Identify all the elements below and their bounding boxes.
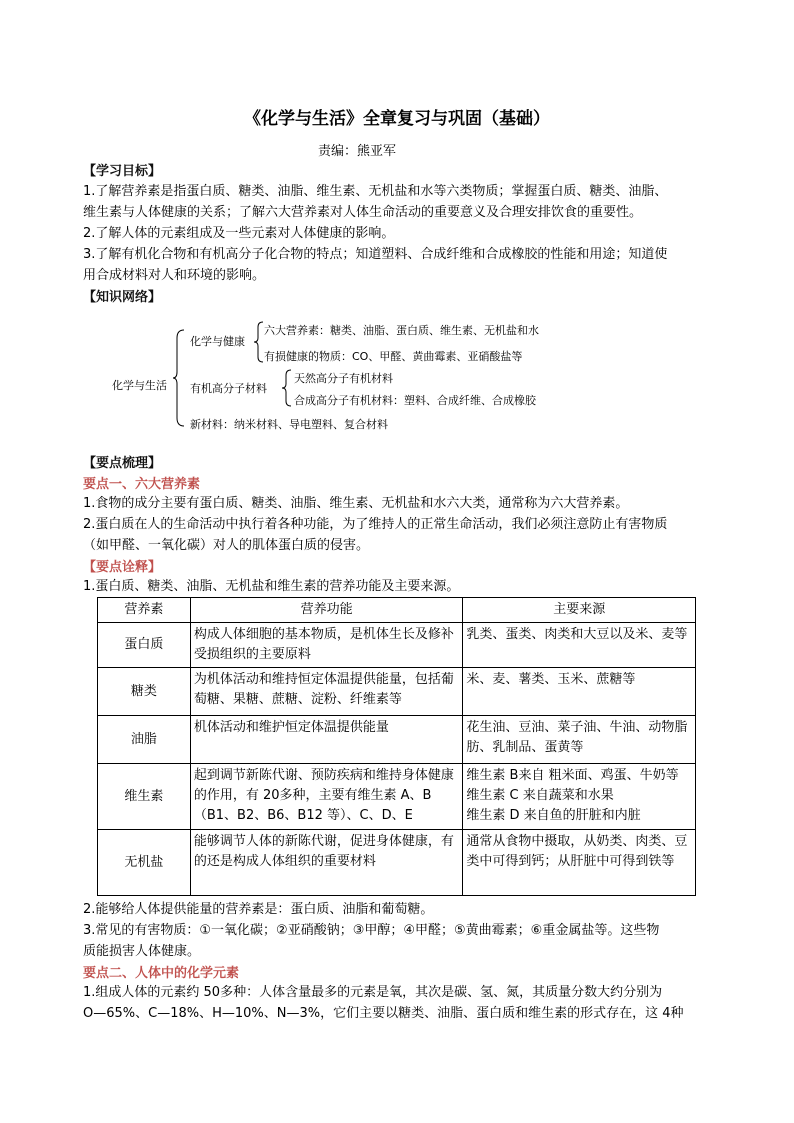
paragraph-line: O—65%、C—18%、H—10%、N—3%，它们主要以糖类、油脂、蛋白质和维生素的形式存在，这 4种 (83, 1006, 684, 1021)
goals-text (83, 181, 715, 286)
section-network: 【知识网络】 (83, 290, 162, 305)
nutrient-function: 为机体活动和维持恒定体温提供能量，包括葡萄糖、果糖、蔗糖、淀粉、纤维素等 (190, 668, 463, 716)
nutrient-source: 花生油、豆油、菜子油、牛油、动物脂肪、乳制品、蛋黄等 (463, 716, 696, 764)
nutrient-name: 糖类 (98, 668, 191, 716)
paragraph-line: 2.能够给人体提供能量的营养素是：蛋白质、油脂和葡萄糖。 (83, 902, 434, 917)
tree-root: 化学与生活 (112, 379, 167, 392)
page-title: 《化学与生活》全章复习与巩固（基础） (244, 109, 550, 129)
nutrient-source-list (463, 764, 696, 830)
heading-point1: 要点一、六大营养素 (83, 477, 201, 492)
nutrient-function: 能够调节人体的新陈代谢，促进身体健康，有的还是构成人体组织的重要材料 (190, 830, 463, 896)
goal-line: 2.了解人体的元素组成及一些元素对人体健康的影响。 (83, 226, 395, 241)
paragraph-line: 1.组成人体的元素约 50多种：人体含量最多的元素是氧，其次是碳、氢、氮，其质量分数大约分别为 (83, 985, 663, 1000)
tree-health-2: 有损健康的物质：CO、甲醛、黄曲霉素、亚硝酸盐等 (264, 350, 523, 363)
table-row (98, 668, 696, 716)
nutrient-name: 蛋白质 (98, 623, 191, 668)
tree-newmat: 新材料：纳米材料、导电塑料、复合材料 (190, 418, 388, 431)
editor-line: 责编：熊亚军 (318, 144, 397, 159)
point2-text (83, 982, 715, 1024)
nutrient-table (97, 597, 696, 896)
paragraph-line: 2.蛋白质在人的生命活动中执行着各种功能，为了维持人的正常生命活动，我们必须注意防止有害物质 (83, 517, 668, 532)
table-row (98, 623, 696, 668)
after-table-text (83, 899, 715, 962)
section-explain: 【要点诠释】 (83, 560, 162, 575)
table-header: 营养功能 (190, 598, 463, 623)
tree-health: 化学与健康 (190, 335, 245, 348)
paragraph-line: 1.食物的成分主要有蛋白质、糖类、油脂、维生素、无机盐和水六大类，通常称为六大营养素。 (83, 496, 629, 511)
nutrient-source: 乳类、蛋类、肉类和大豆以及米、麦等 (463, 623, 696, 668)
tree-polymer-1: 天然高分子有机材料 (294, 372, 393, 385)
source-line: 维生素 D 来自鱼的肝脏和内脏 (466, 808, 641, 823)
paragraph-line: （如甲醛、一氧化碳）对人的肌体蛋白质的侵害。 (83, 538, 370, 553)
section-points: 【要点梳理】 (83, 456, 162, 471)
tree-polymer: 有机高分子材料 (190, 382, 267, 395)
nutrient-name: 维生素 (98, 764, 191, 830)
paragraph-line: 质能损害人体健康。 (83, 944, 201, 959)
goal-line: 维生素与人体健康的关系；了解六大营养素对人体生命活动的重要意义及合理安排饮食的重要性。 (83, 205, 643, 220)
heading-point2: 要点二、人体中的化学元素 (83, 966, 240, 981)
table-row (98, 830, 696, 896)
goal-line: 3.了解有机化合物和有机高分子化合物的特点；知道塑料、合成纤维和合成橡胶的性能和用途；知道使 (83, 247, 668, 262)
brace-root (172, 328, 188, 428)
source-line: 维生素 B来自 粗米面、鸡蛋、牛奶等 (466, 768, 679, 783)
paragraph-line: 3.常见的有害物质：①一氧化碳；②亚硝酸钠；③甲醇；④甲醛；⑤黄曲霉素；⑥重金属盐等。这些物 (83, 923, 660, 938)
nutrient-source: 通常从食物中摄取，从奶类、肉类、豆类中可得到钙；从肝脏中可得到铁等 (463, 830, 696, 896)
goal-line: 1.了解营养素是指蛋白质、糖类、油脂、维生素、无机盐和水等六类物质；掌握蛋白质、糖类、油脂、 (83, 184, 668, 199)
section-goals: 【学习目标】 (83, 164, 162, 179)
brace-polymer (281, 368, 293, 408)
table-row (98, 764, 696, 830)
point1-text (83, 493, 715, 556)
nutrient-source: 米、麦、薯类、玉米、蔗糖等 (463, 668, 696, 716)
nutrient-function: 起到调节新陈代谢、预防疾病和维持身体健康的作用，有 20多种，主要有维生素 A、B（B1、B2、B6、B12 等）、C、D、E (190, 764, 463, 830)
tree-health-1: 六大营养素：糖类、油脂、蛋白质、维生素、无机盐和水 (264, 324, 539, 337)
source-line: 维生素 C 来自蔬菜和水果 (466, 788, 614, 803)
nutrient-name: 油脂 (98, 716, 191, 764)
nutrient-function: 构成人体细胞的基本物质，是机体生长及修补受损组织的主要原料 (190, 623, 463, 668)
table-row (98, 716, 696, 764)
tree-polymer-2: 合成高分子有机材料：塑料、合成纤维、合成橡胶 (294, 394, 536, 407)
table-header: 主要来源 (463, 598, 696, 623)
nutrient-function: 机体活动和维护恒定体温提供能量 (190, 716, 463, 764)
nutrient-name: 无机盐 (98, 830, 191, 896)
goal-line: 用合成材料对人和环境的影响。 (83, 268, 266, 283)
table-header: 营养素 (98, 598, 191, 623)
table-header-row (98, 598, 696, 623)
explain-line: 1.蛋白质、糖类、油脂、无机盐和维生素的营养功能及主要来源。 (83, 579, 460, 594)
